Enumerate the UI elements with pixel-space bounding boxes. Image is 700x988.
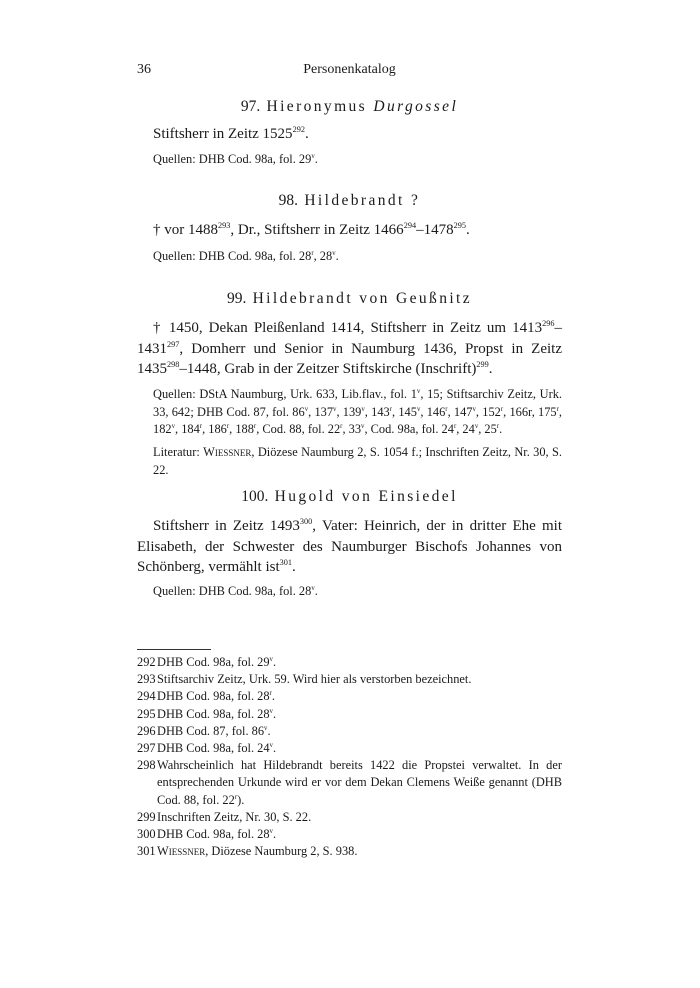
- superscript-ref: 299: [476, 359, 489, 369]
- text-run: , 15; Stiftsarchiv Zeitz, Urk. 33, 642; DHB Cod. 87, fol. 86: [153, 387, 563, 419]
- footnote-number: 292: [137, 655, 156, 669]
- entry-body-97: [137, 124, 562, 145]
- entry-title-98: [137, 192, 562, 210]
- footnote-number: 293: [137, 672, 156, 687]
- entry-number: 99.: [226, 290, 247, 307]
- superscript-ref: v: [269, 827, 273, 835]
- text-run: , 143: [364, 404, 390, 419]
- text-run: , 137: [308, 404, 334, 419]
- footnote-text: [157, 671, 562, 688]
- superscript-ref: r: [199, 422, 203, 430]
- text-run: , Cod. 98a, fol. 24: [364, 422, 454, 436]
- author-name: Wiessner: [157, 844, 206, 859]
- footnote-number: 299: [137, 809, 156, 824]
- footnote-text: [157, 654, 562, 671]
- body-text: .: [304, 126, 309, 142]
- text-run: † 1450, Dekan Pleißenland 1414, Stiftsherr in Zeitz um 1413: [153, 320, 543, 336]
- entry-name-italic: Durgossel: [373, 98, 459, 115]
- text-run: .: [499, 422, 503, 436]
- superscript-ref: r: [340, 422, 343, 430]
- footnote: [137, 809, 562, 826]
- sources-text: Quellen: DHB Cod. 98a, fol. 29: [153, 152, 312, 166]
- text-run: , 145: [392, 404, 417, 419]
- text-run: Quellen: DHB Cod. 98a, fol. 28: [153, 584, 312, 598]
- superscript-ref: r: [389, 405, 392, 413]
- text-run: .: [465, 222, 470, 238]
- superscript-ref: v: [269, 741, 273, 749]
- entry-name: Hildebrandt von Geußnitz: [252, 290, 473, 307]
- body-text: Stiftsherr in Zeitz 1525: [153, 126, 293, 142]
- literature-text: , Diözese Naumburg 2, S. 1054 f.; Inschriften Zeitz, Nr. 30, S. 22.: [153, 445, 563, 477]
- superscript-ref: v: [304, 405, 309, 413]
- text-run: .: [292, 559, 296, 575]
- text-run: .: [267, 723, 271, 738]
- entry-name: Hieronymus: [266, 98, 368, 115]
- text-run: , 28: [313, 249, 333, 263]
- superscript-ref: r: [445, 405, 448, 413]
- superscript-ref: 296: [542, 318, 555, 328]
- superscript-ref: v: [361, 422, 365, 430]
- superscript-ref: v: [311, 584, 315, 592]
- entry-body-99: [137, 318, 562, 380]
- superscript-ref: 298: [167, 359, 180, 369]
- text-run: ).: [237, 792, 245, 807]
- text-run: , 24: [456, 422, 475, 436]
- folio-side: v: [311, 152, 315, 160]
- footnote-text: [157, 723, 562, 740]
- text-run: DHB Cod. 87, fol. 86: [157, 723, 265, 738]
- entry-number: 97.: [240, 98, 261, 115]
- footnote-text: [157, 740, 562, 757]
- footnote-number: 295: [137, 706, 156, 721]
- footnotes: [137, 654, 562, 860]
- superscript-ref: r: [226, 422, 230, 430]
- footnote: [137, 688, 562, 705]
- text-run: , 186: [202, 422, 227, 436]
- footnote-number: 294: [137, 689, 156, 704]
- superscript-ref: v: [416, 405, 421, 413]
- author-name: Wiessner: [203, 445, 252, 459]
- text-run: , 188: [229, 422, 254, 436]
- text-run: Inschriften Zeitz, Nr. 30, S. 22.: [157, 809, 312, 824]
- entry-body-98: [137, 220, 562, 241]
- text-run: DHB Cod. 98a, fol. 28: [157, 827, 270, 842]
- entry-title-97: [137, 98, 562, 116]
- text-run: Stiftsarchiv Zeitz, Urk. 59. Wird hier als verstorben bezeichnet.: [157, 672, 472, 687]
- superscript-ref: r: [500, 405, 504, 413]
- footnote-text: [157, 706, 562, 723]
- footnote-number: 296: [137, 723, 156, 738]
- text-run: , 166r, 175: [503, 404, 557, 419]
- text-run: Wahrscheinlich hat Hildebrandt bereits 1422 die Propstei verwaltet. In der entsprechenden Urkunde wird er vor dem Dekan Clemens Weiße genannt (DHB Cod. 88, fol. 22: [157, 758, 562, 807]
- superscript-ref: v: [472, 405, 476, 413]
- superscript-ref: v: [332, 249, 336, 257]
- text-run: , Diözese Naumburg 2, S. 938.: [205, 844, 358, 859]
- text-run: , Dr., Stiftsherr in Zeitz 1466: [230, 222, 404, 238]
- entry-title-99: [137, 290, 562, 308]
- entry-literature-99: [153, 444, 562, 479]
- text-run: .: [272, 741, 277, 756]
- superscript-ref: v: [416, 387, 421, 395]
- entry-sources-99: [153, 386, 562, 439]
- footnote-text: [157, 688, 562, 705]
- footnote-number: 297: [137, 741, 156, 756]
- text-run: , 25: [478, 422, 497, 436]
- entry-name: Hugold von Einsiedel: [274, 488, 458, 505]
- superscript-ref: v: [269, 655, 273, 663]
- footnote: [137, 843, 562, 860]
- superscript-ref: v: [474, 422, 479, 430]
- text-run: , 147: [447, 404, 473, 419]
- footnote-rule: [137, 649, 211, 650]
- footnote-number: 301: [137, 844, 156, 859]
- text-run: DHB Cod. 98a, fol. 29: [157, 655, 270, 669]
- running-head: Personenkatalog: [303, 62, 396, 77]
- text-run: .: [488, 361, 493, 377]
- text-run: Quellen: DHB Cod. 98a, fol. 28: [153, 249, 312, 263]
- text-run: .: [271, 689, 275, 704]
- superscript-ref: r: [253, 422, 257, 430]
- footnote-text: [157, 809, 562, 826]
- text-run: Stiftsherr in Zeitz 1493: [153, 518, 300, 534]
- superscript-ref: v: [264, 724, 268, 732]
- superscript-ref: r: [496, 422, 500, 430]
- entry-sources-98: [153, 248, 562, 266]
- text-run: , 184: [175, 422, 200, 436]
- entry-body-100: [137, 516, 562, 578]
- superscript-ref: r: [556, 405, 559, 413]
- text-run: , 33: [342, 422, 362, 436]
- text-run: , Vater: Heinrich, der in dritter Ehe mit Elisabeth, der Schwester des Naumburger Bischofs Johannes von Schönberg, vermählt ist: [137, 518, 562, 575]
- text-run: –1431: [137, 320, 562, 357]
- footnote-ref: 292: [292, 124, 305, 134]
- superscript-ref: 301: [279, 557, 292, 567]
- superscript-ref: 293: [218, 220, 231, 230]
- text-run: , Domherr und Senior in Naumburg 1436, Propst in Zeitz 1435: [137, 340, 562, 377]
- text-run: .: [272, 706, 277, 721]
- entry-title-100: [137, 488, 562, 506]
- superscript-ref: r: [453, 422, 457, 430]
- superscript-ref: 295: [453, 220, 466, 230]
- entry-number: 100.: [241, 488, 269, 505]
- superscript-ref: v: [171, 422, 175, 430]
- text-run: , Cod. 88, fol. 22: [256, 422, 341, 436]
- text-run: † vor 1488: [153, 222, 218, 238]
- footnote-text: [157, 843, 562, 860]
- text-run: .: [314, 584, 318, 598]
- footnote-number: 298: [137, 758, 156, 773]
- text-run: , 146: [420, 404, 446, 419]
- text-run: .: [335, 249, 339, 263]
- text-run: DHB Cod. 98a, fol. 24: [157, 741, 270, 756]
- superscript-ref: r: [269, 690, 272, 698]
- superscript-ref: 297: [167, 339, 180, 349]
- footnote-text-rest: [205, 844, 357, 858]
- footnote: [137, 706, 562, 723]
- text-run: –1478: [416, 222, 454, 238]
- footnote-number: 300: [137, 827, 156, 842]
- footnote: [137, 671, 562, 688]
- text-run: .: [272, 827, 277, 842]
- superscript-ref: v: [361, 405, 365, 413]
- footnote: [137, 723, 562, 740]
- text-run: , 139: [336, 404, 362, 419]
- page-header: [137, 62, 562, 82]
- literature-label: Literatur:: [153, 445, 204, 459]
- footnote: [137, 654, 562, 671]
- entry-sources-97: [153, 151, 562, 169]
- text-run: , 152: [475, 404, 501, 419]
- text-run: Quellen: DStA Naumburg, Urk. 633, Lib.flav., fol. 1: [153, 387, 417, 401]
- text-run: .: [272, 655, 277, 669]
- footnote: [137, 826, 562, 843]
- entry-name: Hildebrandt ?: [304, 192, 421, 209]
- footnote: [137, 740, 562, 757]
- text-run: –1448, Grab in der Zeitzer Stiftskirche (Inschrift): [179, 361, 477, 377]
- superscript-ref: v: [333, 405, 337, 413]
- superscript-ref: r: [234, 793, 238, 801]
- footnote-text: [157, 826, 562, 843]
- text-run: DHB Cod. 98a, fol. 28: [157, 706, 270, 721]
- text-run: , 182: [153, 404, 563, 436]
- sources-text: .: [314, 152, 318, 166]
- text-run: DHB Cod. 98a, fol. 28: [157, 689, 270, 704]
- page-number: 36: [137, 62, 151, 77]
- footnote: [137, 757, 562, 809]
- superscript-ref: 294: [403, 220, 417, 230]
- superscript-ref: v: [269, 707, 273, 715]
- superscript-ref: 300: [299, 516, 313, 526]
- superscript-ref: r: [311, 249, 314, 257]
- entry-number: 98.: [278, 192, 299, 209]
- entry-sources-100: [153, 583, 562, 601]
- footnote-text: [157, 757, 562, 809]
